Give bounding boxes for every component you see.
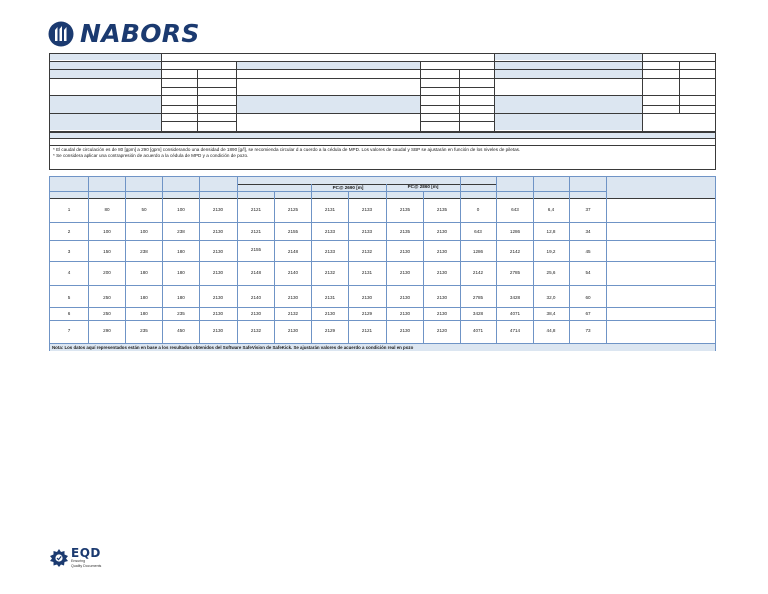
table-cell: 2129 [324,328,336,333]
table-cell: 250 [103,295,111,300]
header-form [49,53,716,132]
pc-2860-header: PC@ 2860 [m] [407,184,439,189]
table-cell: 67 [585,311,591,316]
table-cell: 180 [177,295,185,300]
table-cell: 2121 [250,207,262,212]
table-cell: 2130 [399,311,411,316]
note-flow-rate: * El caudal de circulación es de 80 [gpm] a 290 [gpm] considerando una densidad de 1890 [g/l], se recomienda circular d a cuerdo a la cédula de MPD. Los valores de caudal y SBP se ajustarán en función de los niveles de piletas. [53,147,521,152]
table-cell: 180 [140,295,148,300]
table-cell: 290 [103,328,111,333]
table-cell: 2130 [250,311,262,316]
table-cell: 50 [141,207,147,212]
table-cell: 2133 [324,229,336,234]
table-cell: 5 [67,295,71,300]
table-cell: 643 [511,207,519,212]
table-cell: 2130 [436,295,448,300]
table-footnote: Nota: Los datos aquí representados están en base a los resultados obtenidos del Software SafeVision de SafeKick. Se ajustarán valores de acuerdo a condición real en pozo [52,345,414,350]
table-footnote-row [50,343,715,351]
table-cell: 4071 [509,311,521,316]
table-cell: 235 [177,311,185,316]
table-cell: 12,8 [546,229,556,234]
table-cell: 3428 [472,311,484,316]
eqd-title: EQD [71,546,101,560]
table-cell: 2130 [212,229,224,234]
table-cell: 2130 [399,295,411,300]
table-cell: 2125 [287,207,299,212]
table-cell: 80 [104,207,110,212]
table-cell: 1286 [509,229,521,234]
table-cell: 2130 [436,270,448,275]
table-cell: 200 [103,270,111,275]
table-cell: 2785 [509,270,521,275]
table-cell: 2130 [399,249,411,254]
table-cell: 180 [140,270,148,275]
table-cell: 2155 [287,229,299,234]
table-cell: 7 [67,328,71,333]
table-cell: 2142 [472,270,484,275]
table-cell: 2130 [399,270,411,275]
eqd-logo [50,547,101,568]
table-cell: 44,8 [546,328,556,333]
table-cell: 2132 [287,311,299,316]
table-cell: 2130 [212,270,224,275]
note-backpressure: * Se considera aplicar una contrapresión de acuerdo a la cédula de MPD y a condición de pozo. [53,153,249,158]
company-name: NABORS [80,19,200,48]
table-cell: 2130 [212,207,224,212]
table-cell: 100 [103,229,111,234]
table-cell: 2148 [287,249,299,254]
table-cell: 54 [585,270,591,275]
table-cell: 2132 [361,249,373,254]
table-cell: 19,2 [546,249,556,254]
eqd-tagline-2: Quality Documents [71,563,102,568]
eqd-gear-icon [50,549,68,567]
table-cell: 2120 [436,328,448,333]
table-cell: 180 [177,270,185,275]
table-cell: 2130 [436,311,448,316]
table-cell: 4714 [509,328,521,333]
table-cell: 73 [585,328,591,333]
notes-section [49,132,716,170]
table-cell: 2121 [250,229,262,234]
table-cell: 2131 [324,207,336,212]
table-cell: 150 [103,249,111,254]
table-cell: 1286 [472,249,484,254]
table-cell: 2135 [399,229,411,234]
table-cell: 2129 [361,311,373,316]
table-cell: 2155 [250,247,262,252]
table-cell: 2148 [250,270,262,275]
table-cell: 2130 [212,328,224,333]
table-cell: 4071 [472,328,484,333]
table-cell: 2142 [509,249,521,254]
table-cell: 235 [140,328,148,333]
table-cell: 2133 [324,249,336,254]
table-cell: 2131 [324,295,336,300]
table-cell: 2130 [399,328,411,333]
table-cell: 2 [67,229,71,234]
table-cell: 38,4 [546,311,556,316]
table-cell: 2130 [324,311,336,316]
table-cell: 100 [177,207,185,212]
table-cell: 450 [177,328,185,333]
table-cell: 2130 [287,295,299,300]
table-cell: 2130 [212,311,224,316]
table-cell: 45 [585,249,591,254]
table-cell: 2140 [250,295,262,300]
table-cell: 2132 [250,328,262,333]
table-cell: 643 [474,229,482,234]
table-cell: 2135 [399,207,411,212]
table-cell: 3 [67,249,71,254]
table-cell: 180 [140,311,148,316]
pc-2690-header: PC@ 2690 [m] [332,185,364,190]
eqd-tagline-1: Ensuring [71,559,86,563]
table-cell: 2130 [436,249,448,254]
table-cell: 34 [585,229,591,234]
table-cell: 2130 [212,295,224,300]
table-cell: 2121 [361,328,373,333]
table-cell: 2135 [436,207,448,212]
table-cell: 37 [585,207,591,212]
table-cell: 100 [140,229,148,234]
table-cell: 250 [103,311,111,316]
table-cell: 238 [177,229,185,234]
table-cell: 2785 [472,295,484,300]
table-cell: 2133 [361,207,373,212]
table-cell: 25,6 [546,270,556,275]
table-cell: 32,0 [546,295,556,300]
table-cell: 3428 [509,295,521,300]
table-cell: 2130 [287,328,299,333]
nabors-logo [48,20,200,48]
table-cell: 6,4 [547,207,555,212]
table-cell: 0 [476,207,480,212]
table-cell: 2140 [287,270,299,275]
table-cell: 2130 [436,229,448,234]
table-cell: 238 [140,249,148,254]
table-cell: 6 [67,311,71,316]
table-cell: 2131 [361,270,373,275]
table-cell: 2130 [212,249,224,254]
table-cell: 2132 [324,270,336,275]
table-cell: 4 [67,270,71,275]
table-cell: 2133 [361,229,373,234]
table-cell: 1 [67,207,71,212]
table-cell: 2130 [361,295,373,300]
table-cell: 180 [177,249,185,254]
nabors-emblem-icon [48,21,74,47]
mpd-schedule-table [49,176,716,351]
table-cell: 60 [585,295,591,300]
